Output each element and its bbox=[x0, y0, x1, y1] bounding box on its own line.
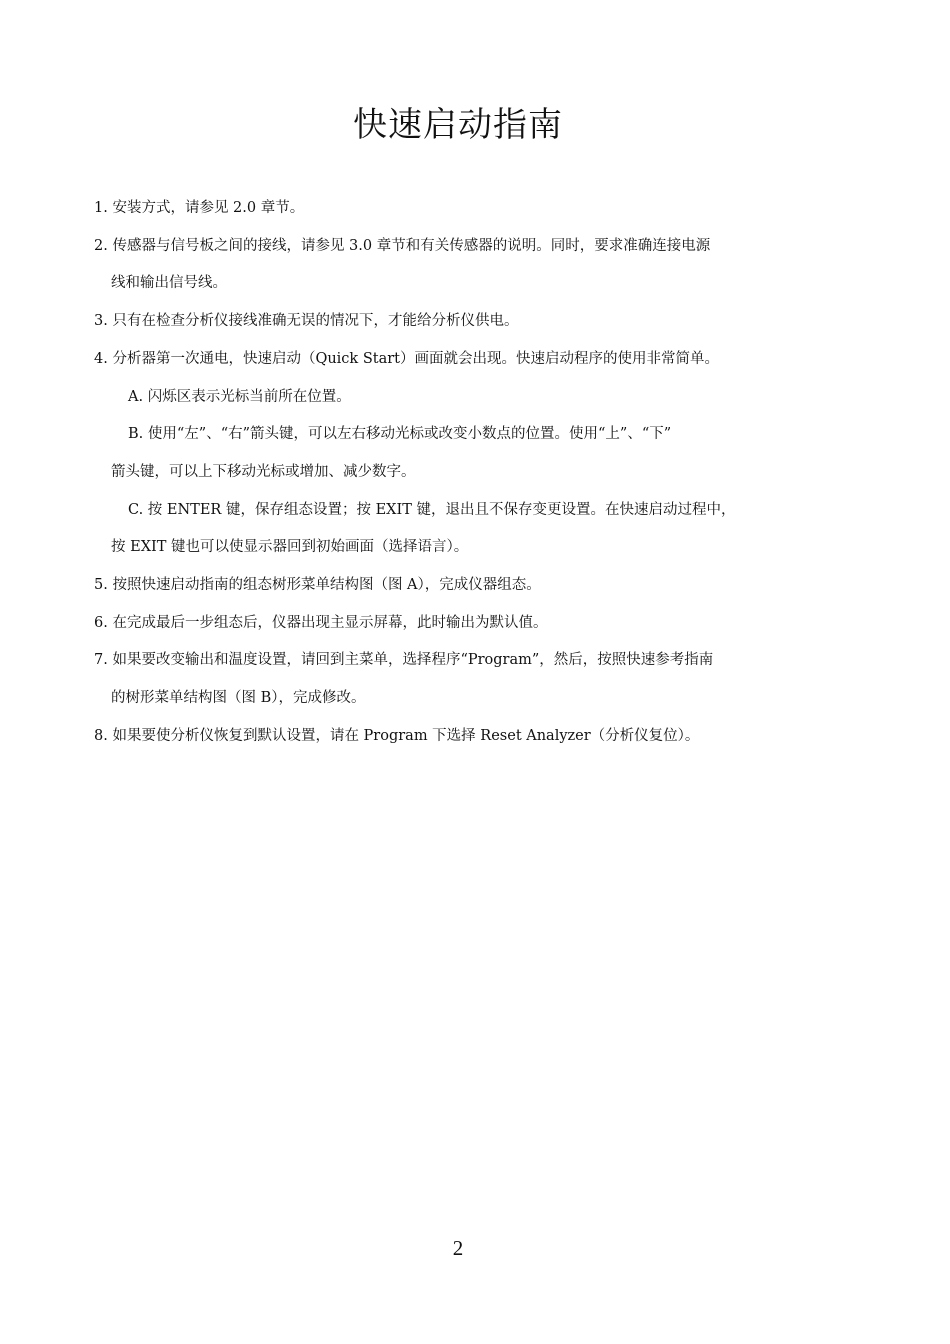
step-2: 2. 传感器与信号板之间的接线，请参见 3.0 章节和有关传感器的说明。同时，要求准确连接电源 bbox=[94, 237, 711, 254]
step-2-continued: 线和输出信号线。 bbox=[111, 275, 227, 292]
page-title: 快速启动指南 bbox=[353, 105, 563, 145]
step-6: 6. 在完成最后一步组态后，仪器出现主显示屏幕，此时输出为默认值。 bbox=[94, 614, 548, 631]
step-3: 3. 只有在检查分析仪接线准确无误的情况下，才能给分析仪供电。 bbox=[94, 313, 519, 330]
step-4-sub-c-continued: 按 EXIT 键也可以使显示器回到初始画面（选择语言）。 bbox=[111, 539, 469, 556]
step-4-sub-a: A. 闪烁区表示光标当前所在位置。 bbox=[128, 388, 351, 405]
page-number: 2 bbox=[452, 1236, 464, 1260]
step-4-sub-b: B. 使用“左”、“右”箭头键，可以左右移动光标或改变小数点的位置。使用“上”、“下” bbox=[128, 426, 672, 443]
step-7-continued: 的树形菜单结构图（图 B），完成修改。 bbox=[111, 690, 366, 707]
step-7: 7. 如果要改变输出和温度设置，请回到主菜单，选择程序“Program”，然后，按照快速参考指南 bbox=[94, 652, 714, 669]
step-4-sub-b-continued: 箭头键，可以上下移动光标或增加、减少数字。 bbox=[111, 463, 416, 480]
step-5: 5. 按照快速启动指南的组态树形菜单结构图（图 A），完成仪器组态。 bbox=[94, 577, 541, 594]
step-1: 1. 安装方式，请参见 2.0 章节。 bbox=[94, 200, 305, 216]
instruction-list bbox=[94, 190, 818, 756]
step-4-sub-c: C. 按 ENTER 键，保存组态设置；按 EXIT 键，退出且不保存变更设置。在快速启动过程中， bbox=[128, 501, 736, 518]
step-8: 8. 如果要使分析仪恢复到默认设置，请在 Program 下选择 Reset Analyzer（分析仪复位）。 bbox=[94, 727, 700, 744]
step-4: 4. 分析器第一次通电，快速启动（Quick Start）画面就会出现。快速启动程序的使用非常简单。 bbox=[94, 350, 719, 367]
